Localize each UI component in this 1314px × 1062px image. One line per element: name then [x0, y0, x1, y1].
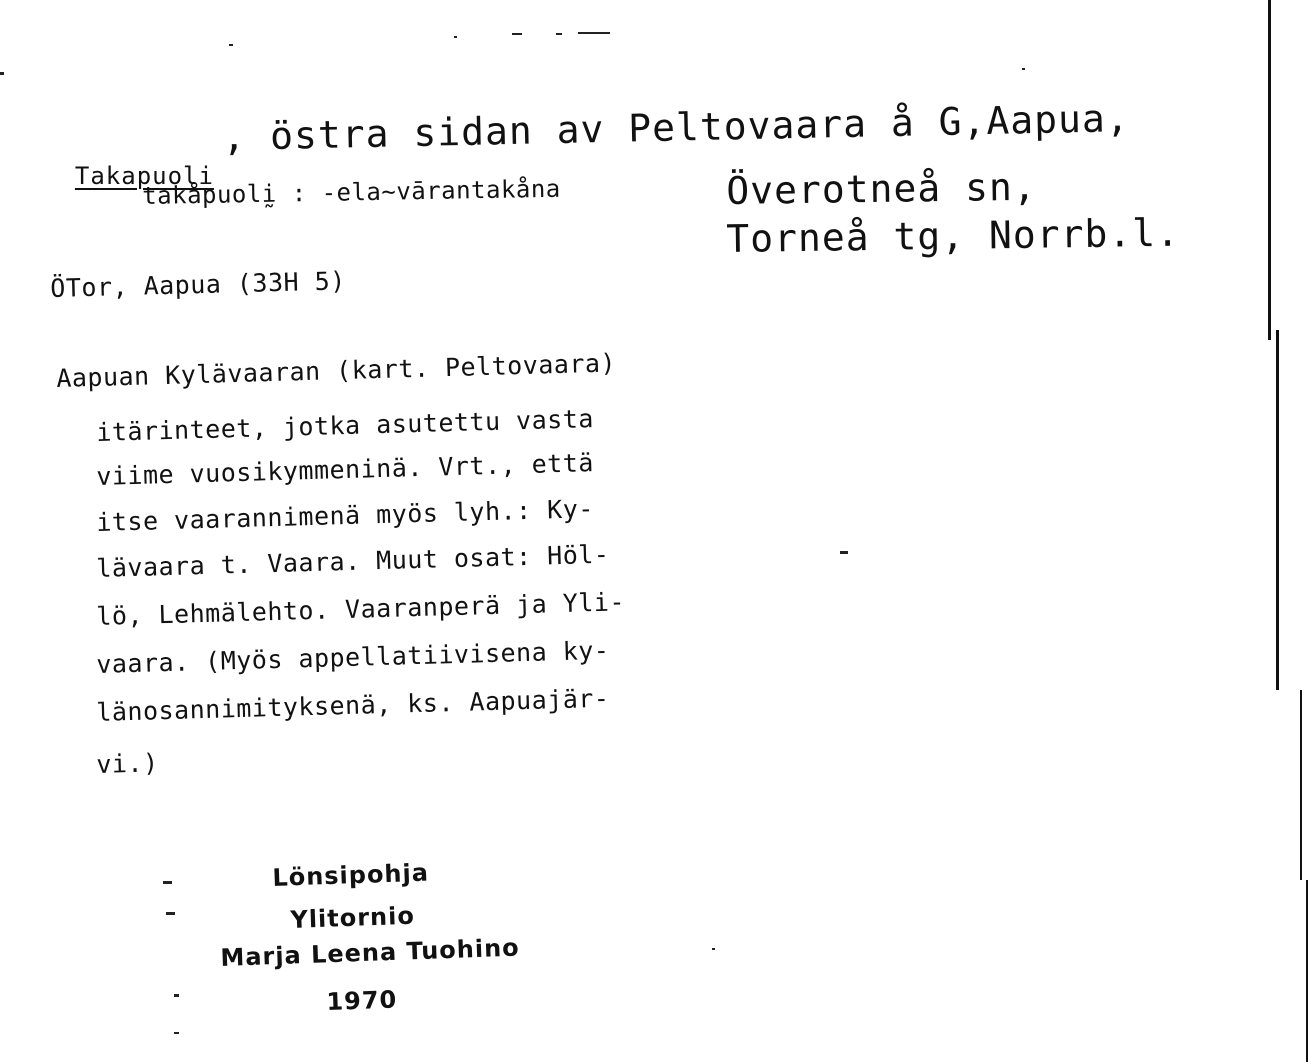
card-edge-line [1268, 0, 1271, 340]
scan-speck [174, 1032, 179, 1034]
card-edge-line [1306, 880, 1308, 1062]
scan-speck [229, 44, 233, 46]
inflection-line: takåpuolḭ : -ela~vārantakåna [141, 174, 561, 210]
stamp-municipality: Ylitornio [289, 901, 416, 934]
scan-speck [512, 33, 522, 35]
description-line: itse vaarannimenä myös lyh.: Ky- [95, 494, 595, 537]
parish-line-2: Torneå tg, Norrb.l. [725, 210, 1181, 261]
scan-speck [578, 32, 610, 34]
description-line: itärinteet, jotka asutettu vasta [95, 404, 595, 447]
description-line: länosannimityksenä, ks. Aapuajär- [95, 683, 610, 727]
scan-speck [166, 912, 175, 915]
description-line: vi.) [95, 748, 159, 779]
description-line: Aapuan Kylävaaran (kart. Peltovaara) [55, 348, 617, 393]
description-line: lävaara t. Vaara. Muut osat: Höl- [95, 539, 610, 583]
stamp-region: Lönsipohja [271, 858, 430, 892]
scan-speck [174, 994, 179, 997]
scan-speck [163, 881, 172, 884]
description-line: lö, Lehmälehto. Vaaranperä ja Yli- [95, 587, 626, 631]
map-reference: ÖTor, Aapua (33H 5) [49, 266, 347, 303]
stamp-year: 1970 [325, 985, 398, 1016]
head-description: , östra sidan av Peltovaara å G,Aapua, [221, 95, 1131, 159]
parish-line-1: Överotneå sn, [725, 164, 1037, 213]
scan-speck [1022, 68, 1025, 70]
stamp-collector: Marja Leena Tuohino [219, 933, 521, 972]
scan-speck [454, 36, 457, 38]
scan-speck [840, 551, 848, 554]
description-line: vaara. (Myös appellatiivisena ky- [95, 635, 610, 679]
card-edge-line [1300, 690, 1302, 880]
headword-text: Takapuoli [74, 162, 214, 190]
scan-speck [556, 33, 562, 35]
scan-speck [0, 72, 4, 75]
description-line: viime vuosikymmeninä. Vrt., että [95, 448, 595, 491]
card-edge-line [1276, 330, 1279, 690]
scan-speck [712, 948, 715, 950]
